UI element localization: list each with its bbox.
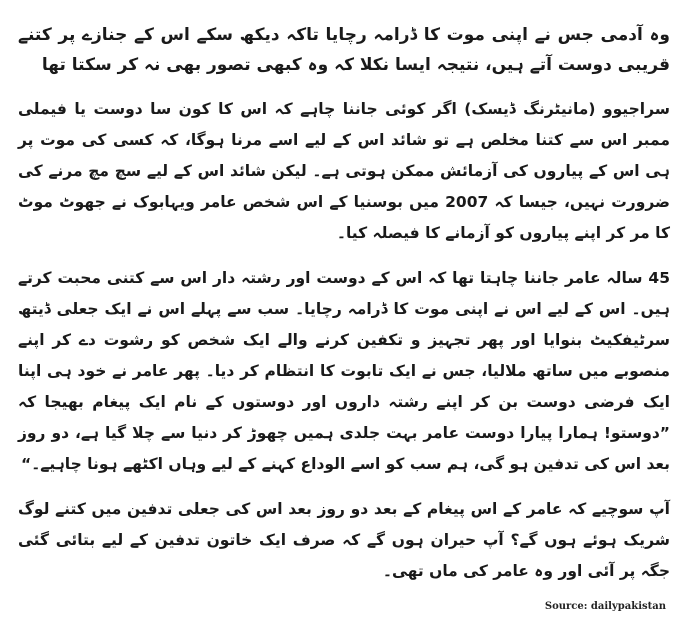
article-paragraph-1: سراجیوو (مانیٹرنگ ڈیسک) اگر کوئی جاننا چاہے کہ اس کا کون سا دوست یا فیملی ممبر اس سے کتنا مخلص ہے تو شائد اس کے لیے اسے مرنا ہوگا، کہ کسی کی موت پر ہی اس کے پیاروں کی آزمائش ممکن ہوتی ہے۔ لیکن شائد اس کے لیے سچ مچ مرنے کی ضرورت نہیں، جیسا کہ 2007 میں بوسنیا کے اس شخص عامر ویہابوک نے جھوٹ موٹ کا مر کر اپنے پیاروں کو آزمانے کا فیصلہ کیا۔ — [18, 100, 670, 242]
article-paragraph-2: 45 سالہ عامر جاننا چاہتا تھا کہ اس کے دوست اور رشتہ دار اس سے کتنی محبت کرتے ہیں۔ اس کے لیے اس نے اپنی موت کا ڈرامہ رچایا۔ سب سے پہلے اس نے ایک جعلی ڈیتھ سرٹیفکیٹ بنوایا اور پھر تجہیز و تکفین کرنے والے ایک شخص کو رشوت دے کر اپنے منصوبے میں ساتھ ملالیا، جس نے ایک تابوت کا انتظام کر دیا۔ پھر عامر نے خود ہی اپنا ایک فرضی دوست بن کر اپنے رشتہ داروں اور دوستوں کے نام ایک پیغام بھیجا کہ ”دوستو! ہمارا پیارا دوست عامر بہت جلدی ہمیں چھوڑ کر دنیا سے چلا گیا ہے، دو روز بعد اس کی تدفین ہو گی، ہم سب کو اسے الوداع کہنے کے لیے وہاں اکٹھے ہونا چاہیے۔“ — [18, 269, 670, 473]
article-paragraph-3: آپ سوچیے کہ عامر کے اس پیغام کے بعد دو روز بعد اس کی جعلی تدفین میں کتنے لوگ شریک ہوئے ہوں گے؟ آپ حیران ہوں گے کہ صرف ایک خاتون تدفین کے لیے بتائی گئی جگہ پر آئی اور وہ عامر کی ماں تھی۔ — [18, 500, 670, 580]
article-headline: وہ آدمی جس نے اپنی موت کا ڈرامہ رچایا تاکہ دیکھ سکے اس کے جنازے پر کتنے قریبی دوست آتے ہیں، نتیجہ ایسا نکلا کہ وہ کبھی تصور بھی نہ کر سکتا تھا — [18, 25, 670, 75]
article-body — [18, 20, 670, 587]
source-credit: Source: dailypakistan — [544, 601, 666, 612]
